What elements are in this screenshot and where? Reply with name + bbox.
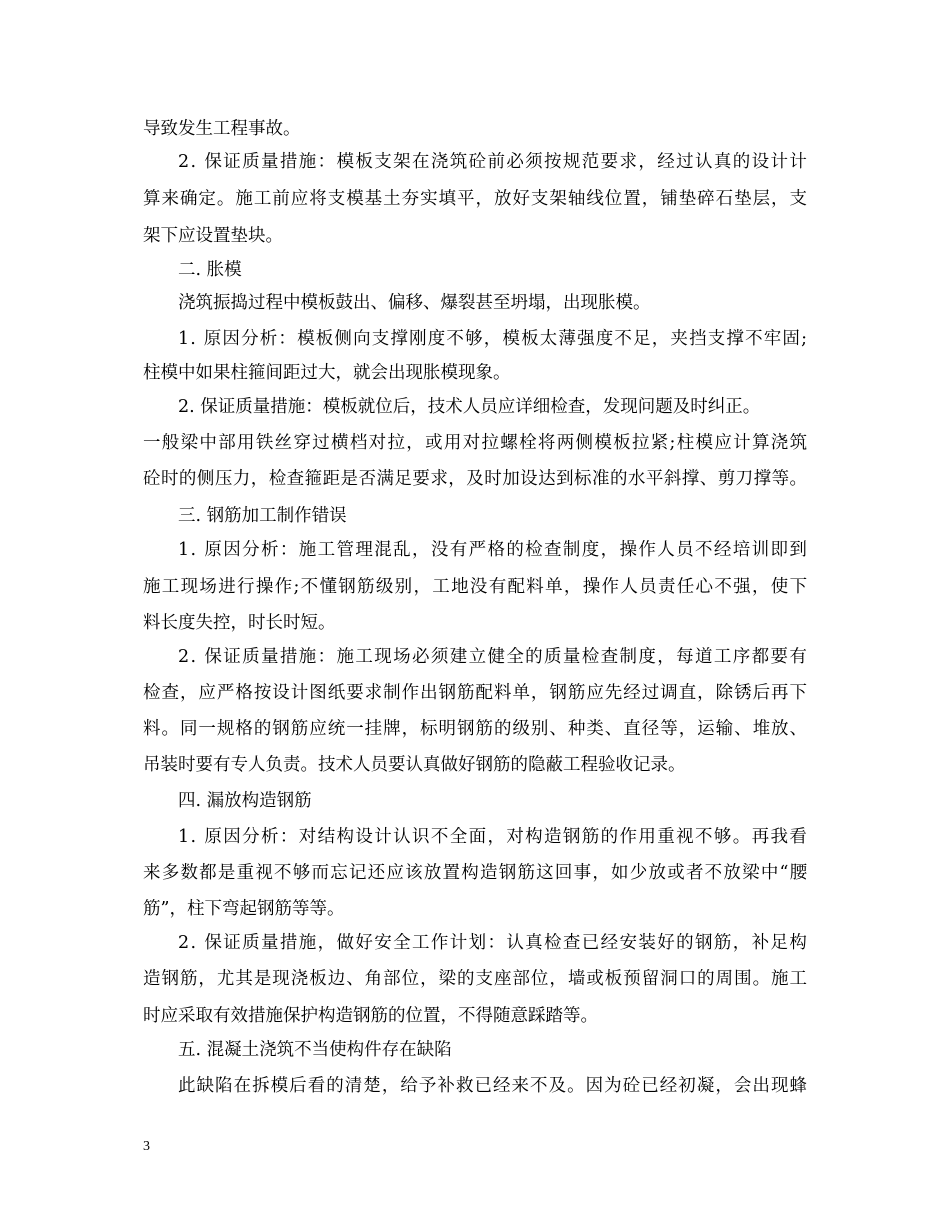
text-line: 柱模中如果柱箍间距过大，就会出现胀模现象。 <box>143 363 511 383</box>
page-number: 3 <box>143 1139 150 1154</box>
text-line: 1. 原因分析：施工管理混乱，没有严格的检查制度，操作人员不经培训即到 <box>178 540 809 560</box>
text-line: 料长度失控，时长时短。 <box>143 613 336 633</box>
text-line: 2. 保证质量措施：施工现场必须建立健全的质量检查制度，每道工序都要有 <box>178 647 809 667</box>
text-line: 2. 保证质量措施：模板支架在浇筑砼前必须按规范要求，经过认真的设计计 <box>178 152 809 172</box>
text-line: 吊装时要有专人负责。技术人员要认真做好钢筋的隐蔽工程验收记录。 <box>143 755 686 775</box>
text-line: 算来确定。施工前应将支模基土夯实填平，放好支架轴线位置，铺垫碎石垫层，支 <box>143 189 808 209</box>
text-line: 一般梁中部用铁丝穿过横档对拉，或用对拉螺栓将两侧模板拉紧;柱模应计算浇筑 <box>143 433 809 453</box>
text-line: 造钢筋，尤其是现浇板边、角部位，梁的支座部位，墙或板预留洞口的周围。施工 <box>143 969 808 989</box>
text-line: 1. 原因分析：对结构设计认识不全面，对构造钢筋的作用重视不够。再我看 <box>178 827 809 847</box>
text-line: 二. 胀模 <box>178 260 242 280</box>
text-line: 2. 保证质量措施：模板就位后，技术人员应详细检查，发现问题及时纠正。 <box>178 397 761 417</box>
text-line: 来多数都是重视不够而忘记还应该放置构造钢筋这回事，如少放或者不放梁中“腰 <box>143 863 809 883</box>
text-line: 砼时的侧压力，检查箍距是否满足要求，及时加设达到标准的水平斜撑、剪刀撑等。 <box>143 469 808 489</box>
text-line: 施工现场进行操作;不懂钢筋级别，工地没有配料单，操作人员责任心不强，使下 <box>143 577 809 597</box>
text-line: 三. 钢筋加工制作错误 <box>178 506 347 526</box>
text-line: 四. 漏放构造钢筋 <box>178 791 312 811</box>
text-line: 料。同一规格的钢筋应统一挂牌，标明钢筋的级别、种类、直径等，运输、堆放、 <box>143 719 808 739</box>
text-line: 1. 原因分析：模板侧向支撑刚度不够，模板太薄强度不足，夹挡支撑不牢固; <box>178 329 809 349</box>
text-line: 架下应设置垫块。 <box>143 226 283 246</box>
text-line: 此缺陷在拆模后看的清楚，给予补救已经来不及。因为砼已经初凝，会出现蜂 <box>178 1076 808 1096</box>
text-line: 2. 保证质量措施，做好安全工作计划：认真检查已经安装好的钢筋，补足构 <box>178 933 809 953</box>
text-line: 时应采取有效措施保护构造钢筋的位置，不得随意踩踏等。 <box>143 1006 598 1026</box>
text-line: 检查，应严格按设计图纸要求制作出钢筋配料单，钢筋应先经过调直，除锈后再下 <box>143 683 808 703</box>
text-line: 筋”，柱下弯起钢筋等等。 <box>143 899 345 919</box>
text-line: 导致发生工程事故。 <box>143 119 301 139</box>
text-line: 浇筑振捣过程中模板鼓出、偏移、爆裂甚至坍塌，出现胀模。 <box>178 293 651 313</box>
text-line: 五. 混凝土浇筑不当使构件存在缺陷 <box>178 1040 452 1060</box>
